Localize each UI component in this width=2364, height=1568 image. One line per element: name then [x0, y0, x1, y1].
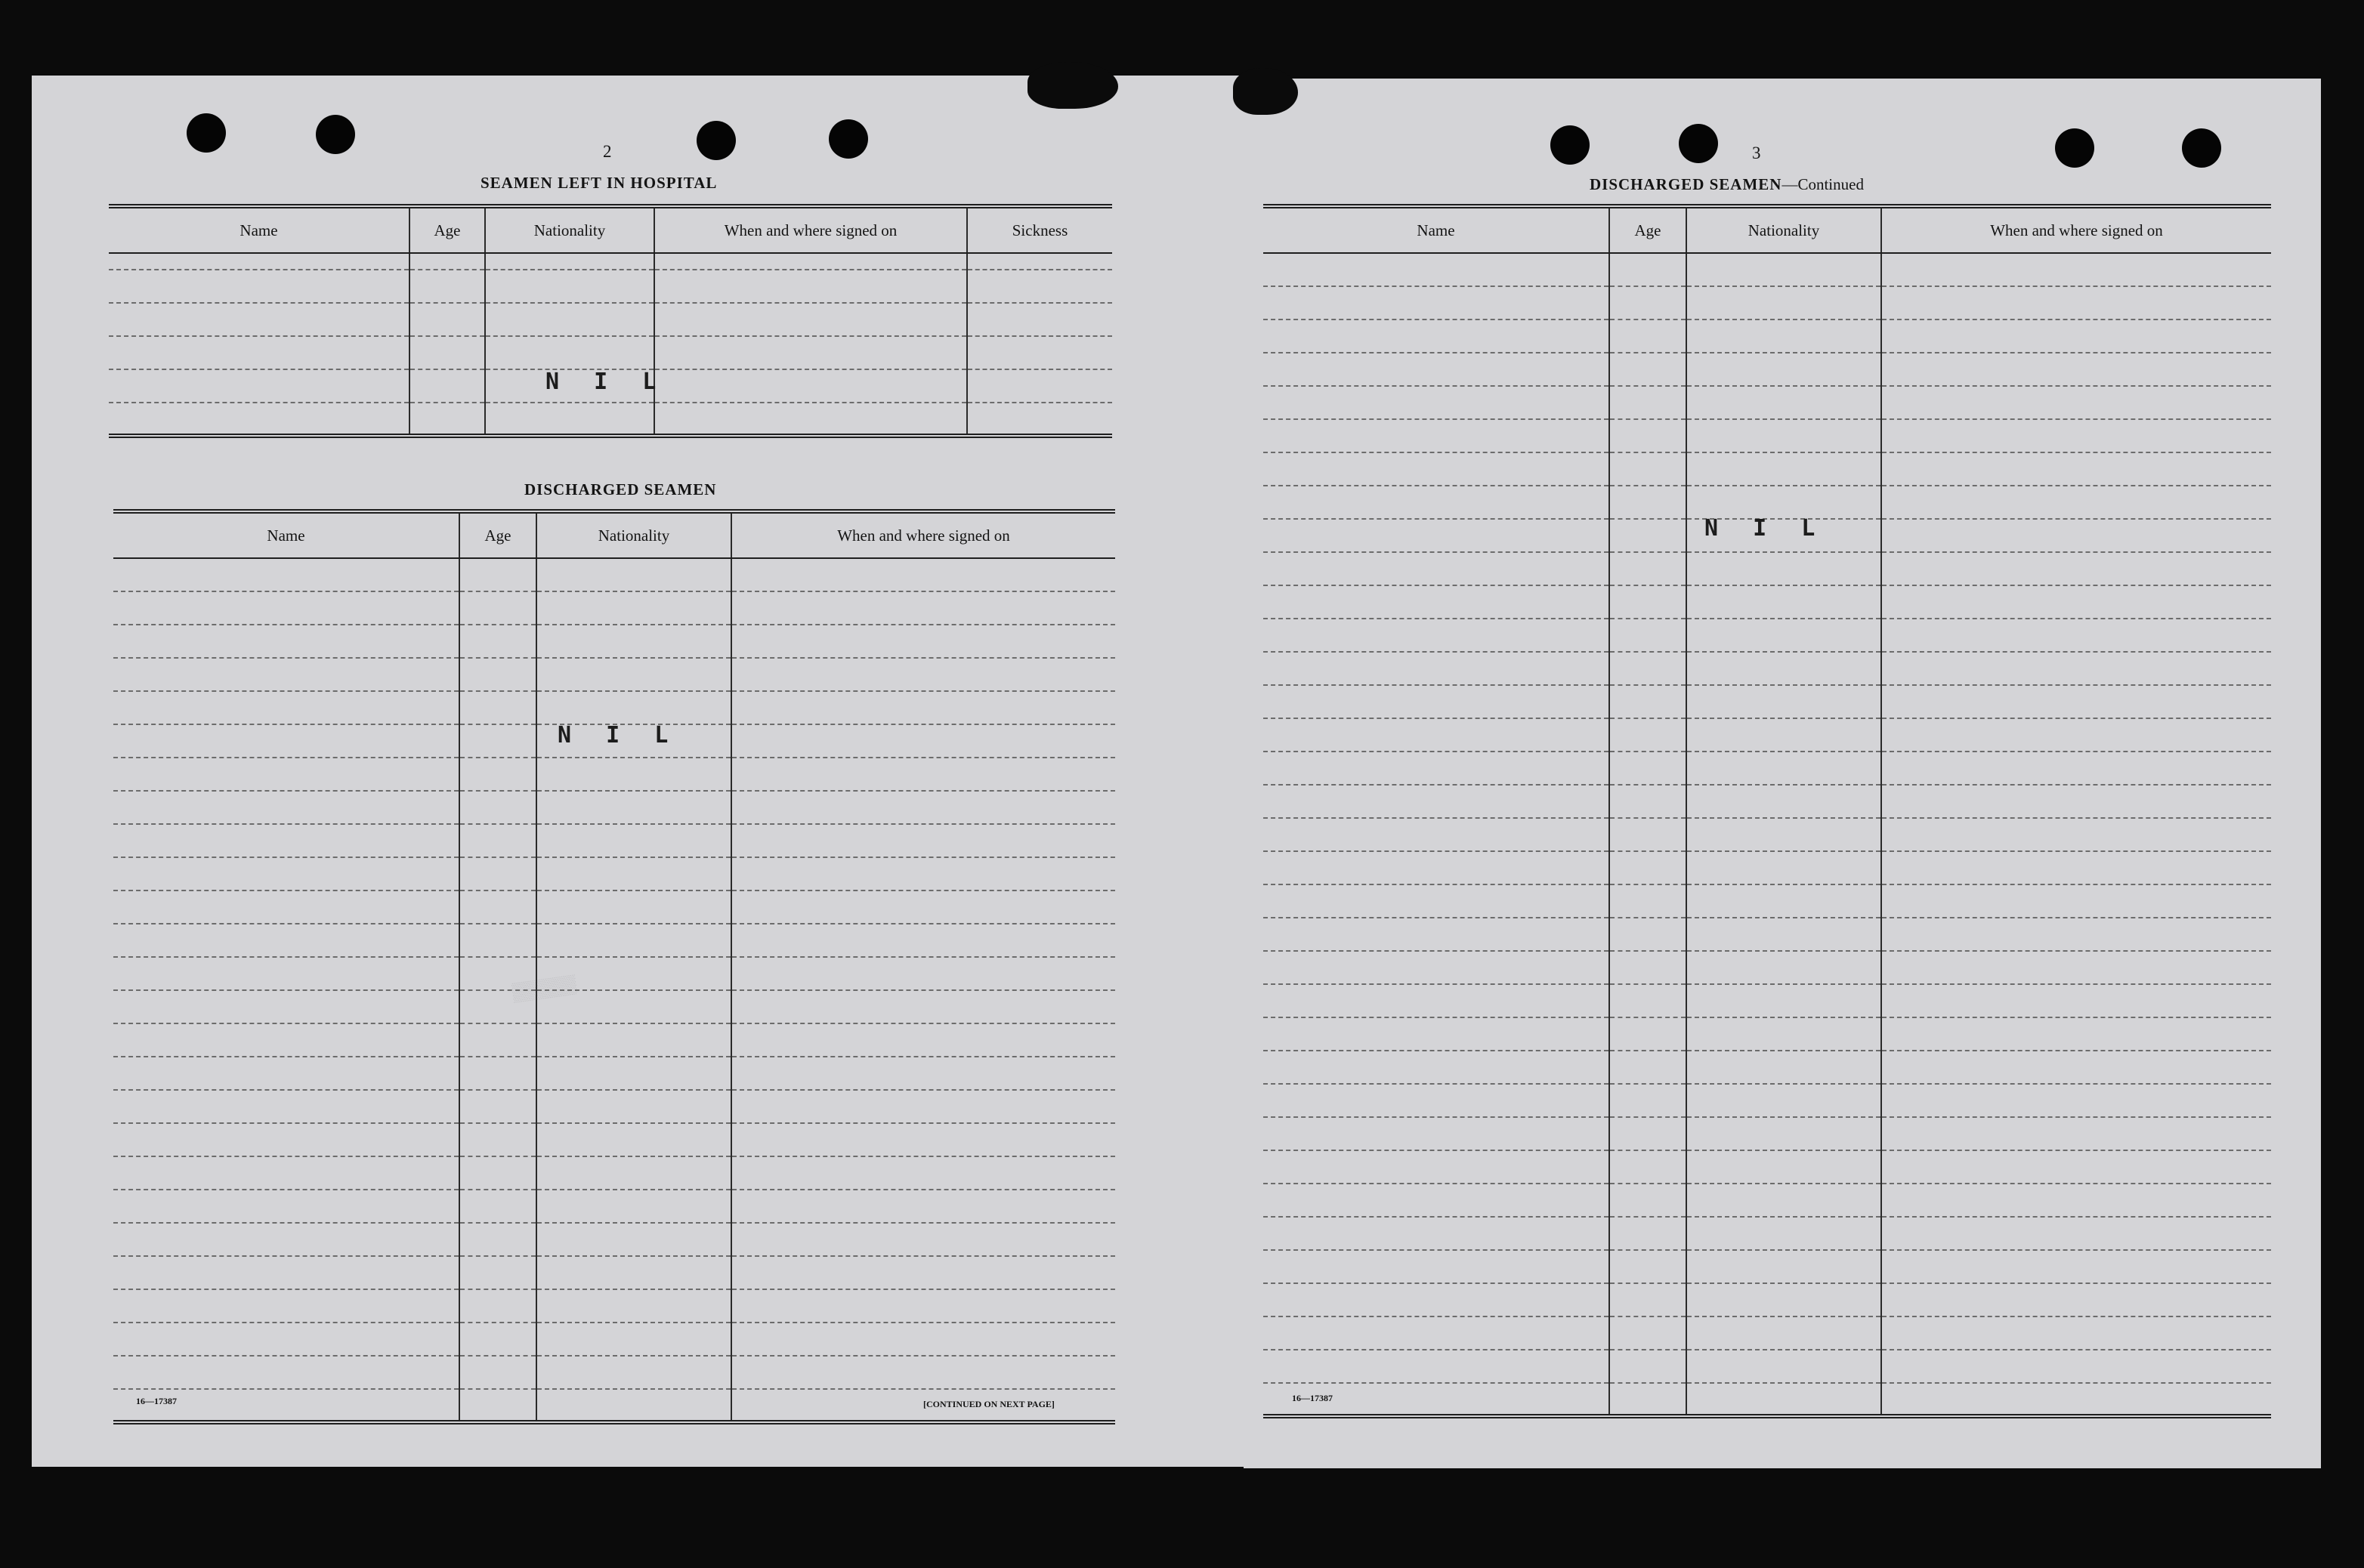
discharged-table [113, 509, 1115, 1424]
table-row [113, 1356, 1115, 1389]
hospital-section-title: SEAMEN LEFT IN HOSPITAL [481, 174, 718, 192]
table-row [1263, 1051, 2271, 1084]
table-row [1263, 1217, 2271, 1250]
table-row [113, 890, 1115, 924]
column-header-signed-on: When and where signed on [1881, 206, 2271, 253]
table-row [1263, 1316, 2271, 1350]
table-row [113, 1190, 1115, 1223]
punch-hole [187, 113, 226, 153]
form-number: 16—17387 [1292, 1393, 1333, 1403]
column-header-name: Name [109, 206, 409, 253]
table-header-row [1263, 206, 2271, 253]
left-page [32, 76, 1275, 1467]
table-row [1263, 619, 2271, 652]
table-row [113, 1123, 1115, 1156]
table-row [113, 791, 1115, 824]
table-row [1263, 353, 2271, 386]
column-header-name: Name [1263, 206, 1609, 253]
discharged-section-title: DISCHARGED SEAMEN [524, 480, 717, 498]
right-page [1244, 79, 2321, 1468]
column-header-sickness: Sickness [967, 206, 1112, 253]
nil-entry: N I L [1704, 515, 1826, 542]
table-row [1263, 951, 2271, 984]
column-header-name: Name [113, 511, 459, 558]
punch-hole [316, 115, 355, 154]
table-row [113, 857, 1115, 890]
table-row [113, 691, 1115, 724]
page-number: 2 [603, 142, 612, 161]
continued-note: [CONTINUED ON NEXT PAGE] [923, 1399, 1055, 1409]
table-row [113, 990, 1115, 1023]
table-row [1263, 752, 2271, 785]
column-header-age: Age [1609, 206, 1686, 253]
table-row [1263, 851, 2271, 884]
table-row [1263, 884, 2271, 918]
table-row [113, 924, 1115, 957]
torn-edge [1027, 62, 1118, 109]
nil-entry: N I L [558, 722, 679, 749]
punch-hole [829, 119, 868, 159]
table-row [1263, 1283, 2271, 1316]
table-row [113, 824, 1115, 857]
table-row [1263, 1017, 2271, 1051]
table-row [1263, 918, 2271, 951]
column-header-age: Age [459, 511, 536, 558]
table-row [1263, 552, 2271, 585]
column-header-nationality: Nationality [485, 206, 654, 253]
punch-hole [1679, 124, 1718, 163]
punch-hole [1550, 125, 1590, 165]
table-row [109, 336, 1112, 369]
table-row [113, 758, 1115, 791]
table-row [109, 303, 1112, 336]
column-header-signed-on: When and where signed on [654, 206, 967, 253]
table-row [113, 957, 1115, 990]
table-row [1263, 1250, 2271, 1283]
table-row [113, 1289, 1115, 1323]
table-row [113, 1057, 1115, 1090]
torn-edge [1233, 68, 1298, 115]
table-row [1263, 652, 2271, 685]
column-header-signed-on: When and where signed on [731, 511, 1115, 558]
table-row [113, 591, 1115, 625]
hospital-table [109, 204, 1112, 438]
table-row [1263, 1350, 2271, 1383]
table-row [1263, 452, 2271, 486]
table-header-row [109, 206, 1112, 253]
faint-stamp-mark: ▒▒▒▒▒ [511, 974, 578, 1003]
punch-hole [697, 121, 736, 160]
table-row [1263, 718, 2271, 752]
table-row [1263, 253, 2271, 286]
page-number: 3 [1752, 144, 1761, 162]
nil-entry: N I L [545, 369, 667, 395]
table-row [113, 1156, 1115, 1190]
table-row [1263, 818, 2271, 851]
table-row [1263, 1150, 2271, 1184]
table-row [109, 253, 1112, 270]
column-header-nationality: Nationality [536, 511, 731, 558]
table-row [1263, 1084, 2271, 1117]
form-number: 16—17387 [136, 1396, 177, 1406]
table-row [1263, 984, 2271, 1017]
discharged-continued-title [1590, 175, 1864, 194]
table-row [1263, 486, 2271, 519]
table-row [1263, 419, 2271, 452]
table-row [1263, 585, 2271, 619]
table-row [113, 1023, 1115, 1057]
title-main: DISCHARGED SEAMEN [1590, 175, 1782, 193]
table-row [1263, 685, 2271, 718]
table-row [113, 1323, 1115, 1356]
table-row [113, 1256, 1115, 1289]
table-row [1263, 785, 2271, 818]
table-row [1263, 386, 2271, 419]
punch-hole [2055, 128, 2094, 168]
table-row [1263, 319, 2271, 353]
table-row [1263, 286, 2271, 319]
table-row [113, 1090, 1115, 1123]
table-row [1263, 1383, 2271, 1416]
table-row [109, 270, 1112, 303]
table-row [109, 403, 1112, 436]
title-suffix: —Continued [1781, 175, 1864, 193]
discharged-continued-table [1263, 204, 2271, 1418]
table-row [113, 625, 1115, 658]
table-row [1263, 1117, 2271, 1150]
punch-hole [2182, 128, 2221, 168]
table-row [1263, 1184, 2271, 1217]
table-header-row [113, 511, 1115, 558]
column-header-age: Age [409, 206, 485, 253]
table-row [113, 558, 1115, 591]
table-row [113, 658, 1115, 691]
column-header-nationality: Nationality [1686, 206, 1881, 253]
table-row [113, 1223, 1115, 1256]
